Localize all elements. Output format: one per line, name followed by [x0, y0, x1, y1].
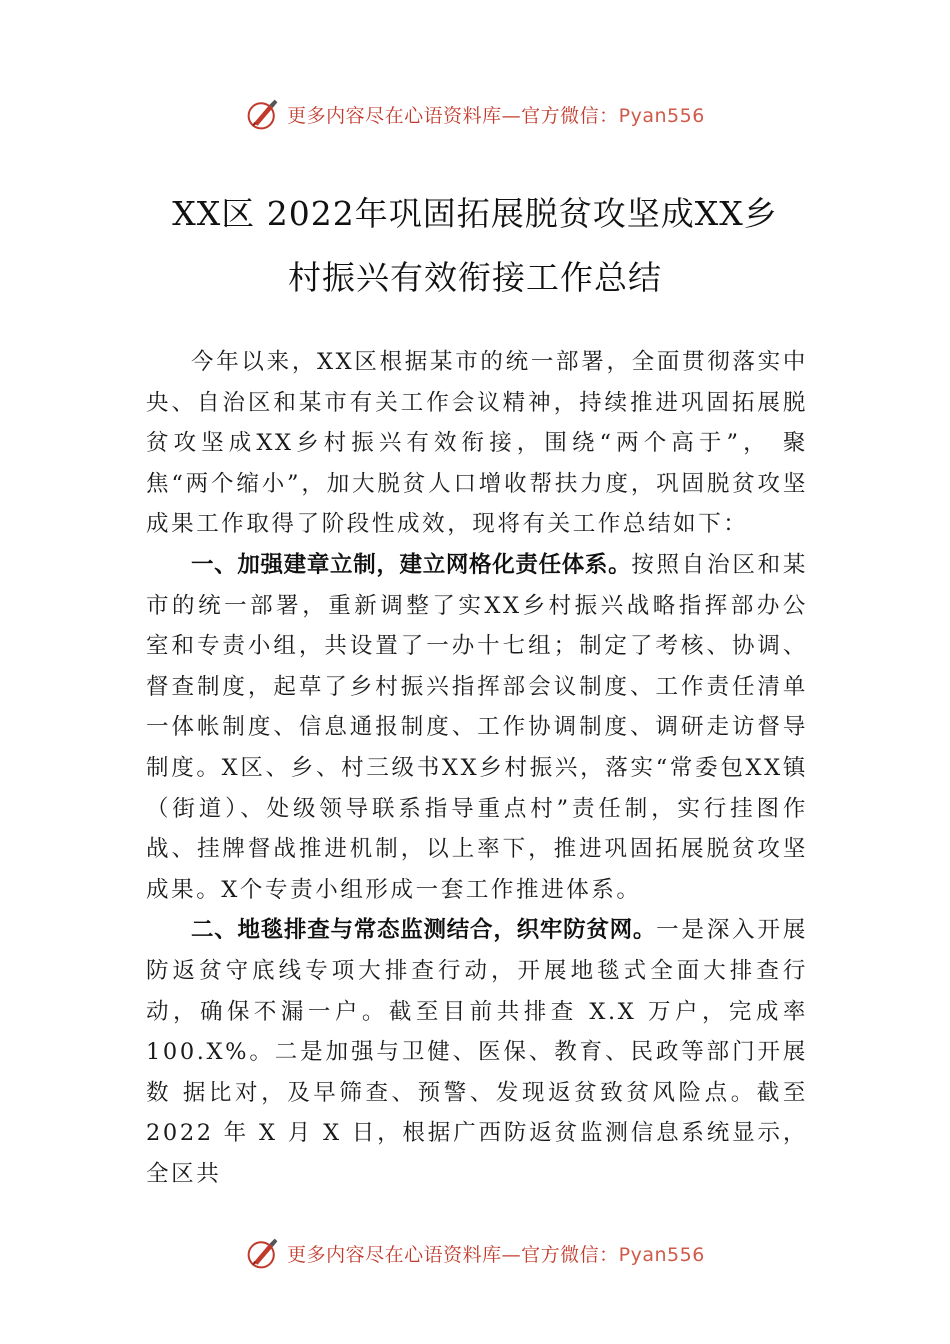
paragraph-section-2 — [146, 910, 808, 1194]
section-2-heading: 二、地毯排查与常态监测结合，织牢防贫网。 — [191, 917, 657, 944]
paragraph-section-1 — [146, 545, 808, 910]
section-1-text: 按照自治区和某市的统一部署，重新调整了实XX乡村振兴战略指挥部办公室和专责小组，共设置了一办十七组；制定了考核、协调、督查制度，起草了乡村振兴指挥部会议制度、工作责任清单一体帐制度、信息通报制度、工作协调制度、调研走访督导制度。X区、乡、村三级书XX乡村振兴，落实“常委包XX镇（街道）、处级领导联系指导重点村”责任制，实行挂图作战、挂牌督战推进机制，以上率下，推进巩固拓展脱贫攻坚成果。X个专责小组形成一套工作推进体系。 — [146, 551, 808, 903]
watermark-wechat-id: Pyan556 — [618, 1243, 705, 1266]
section-1-heading: 一、加强建章立制，建立网格化责任体系。 — [191, 551, 632, 578]
brush-logo-icon — [245, 1235, 281, 1271]
paragraph-intro — [146, 342, 808, 545]
header-watermark — [0, 94, 950, 134]
watermark-wechat-id: Pyan556 — [618, 104, 705, 127]
section-2-text: 一是深入开展防返贫守底线专项大排查行动，开展地毯式全面大排查行动，确保不漏一户。截至目前共排查 X.X 万户，完成率100.X%。二是加强与卫健、医保、教育、民政等部门开展数 据比对，及早筛查、预警、发现返贫致贫风险点。截至 2022 年 X 月 X 日，根据广西防返贫监测信息系统显示，全区共 — [146, 917, 808, 1187]
paragraph-intro-text: 今年以来，XX区根据某市的统一部署，全面贯彻落实中央、自治区和某市有关工作会议精神，持续推进巩固拓展脱贫攻坚成XX乡村振兴有效衔接，围绕“两个高于”， 聚焦“两个缩小”，加大脱贫人口增收帮扶力度，巩固脱贫攻坚成果工作取得了阶段性成效，现将有关工作总结如下： — [146, 349, 808, 538]
title-line-2: 村振兴有效衔接工作总结 — [288, 258, 662, 297]
document-title — [120, 182, 830, 310]
title-line-1: XX区 2022年巩固拓展脱贫攻坚成XX乡 — [172, 194, 778, 233]
footer-watermark — [0, 1233, 950, 1273]
brush-logo-icon — [245, 96, 281, 132]
watermark-text — [287, 101, 705, 128]
watermark-text — [287, 1240, 705, 1267]
document-body — [146, 342, 808, 1194]
watermark-label: 更多内容尽在心语资料库—官方微信： — [287, 104, 619, 127]
watermark-label: 更多内容尽在心语资料库—官方微信： — [287, 1243, 619, 1266]
